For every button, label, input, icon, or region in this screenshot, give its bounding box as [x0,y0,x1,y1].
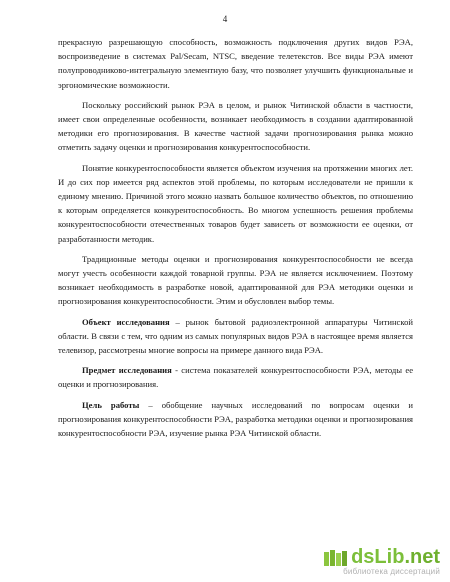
paragraph-3: Понятие конкурентоспособности является объектом изучения на протяжении многих лет. И до сих пор имеется ряд аспектов этой проблемы, по которым исследователи не пришли к единому мнению. Причиной этого можно назвать большое количество объектов, по отношению к которым определяется конкурентоспособность. Во многом успешность решения проблемы конкурентоспособности отечественных товаров будет зависеть от возможности ее оценки, от разработанности методик. [58,162,413,244]
dslib-logo [323,547,440,567]
object-of-research-label: Объект исследования [82,316,170,327]
goal-label: Цель работы [82,399,140,410]
paragraph-5 [58,315,413,358]
dslib-watermark [323,547,440,576]
dslib-logo-domain: .net [404,546,440,568]
dslib-subtitle: библиотека диссертаций [343,567,440,576]
goal-text: – обобщение научных исследований по вопросам оценки и прогнозирования конкурентоспособности РЭА, разработка методики оценки и прогнозирования конкурентоспособности РЭА, изучение рынка РЭА Читинской области. [58,399,413,439]
document-body [58,35,413,446]
paragraph-6 [58,363,413,391]
paragraph-7 [58,398,413,441]
dslib-logo-main: dsLib [351,546,405,568]
page-number: 4 [222,14,228,24]
books-icon [323,549,349,567]
subject-of-research-text: - система показателей конкурентоспособности РЭА, методы ее оценки и прогнозирования. [58,365,414,390]
subject-of-research-label: Предмет исследования [82,365,172,376]
paragraph-4: Традиционные методы оценки и прогнозирования конкурентоспособности не всегда могут учесть особенности каждой товарной группы. РЭА не является исключением. Поэтому возникает необходимость в разработке новой, адаптированной для РЭА методики оценки и прогнозирования конкурентоспособности. Этим и обусловлен выбор темы. [58,253,413,307]
object-of-research-text: – рынок бытовой радиоэлектронной аппаратуры Читинской области. В связи с тем, что одним из самых популярных видов РЭА в настоящее время является телевизор, рассмотрены многие вопросы на примере данного вида РЭА. [58,316,413,356]
paragraph-1: прекрасную разрешающую способность, возможность подключения других видов РЭА, воспроизведение в системах Pal/Secam, NTSC, введение телетекстов. Все виды РЭА имеют полупроводниково-интегральную элементную базу, что позволяет улучшить функциональные и эргономические возможности. [58,37,413,90]
paragraph-2: Поскольку российский рынок РЭА в целом, и рынок Читинской области в частности, имеет свои определенные особенности, возникает необходимость в создании адаптированной методики его прогнозирования. В качестве частной задачи прогнозирования рынка можно отметить задачу оценки и прогнозирования конкурентоспособности. [58,99,413,153]
